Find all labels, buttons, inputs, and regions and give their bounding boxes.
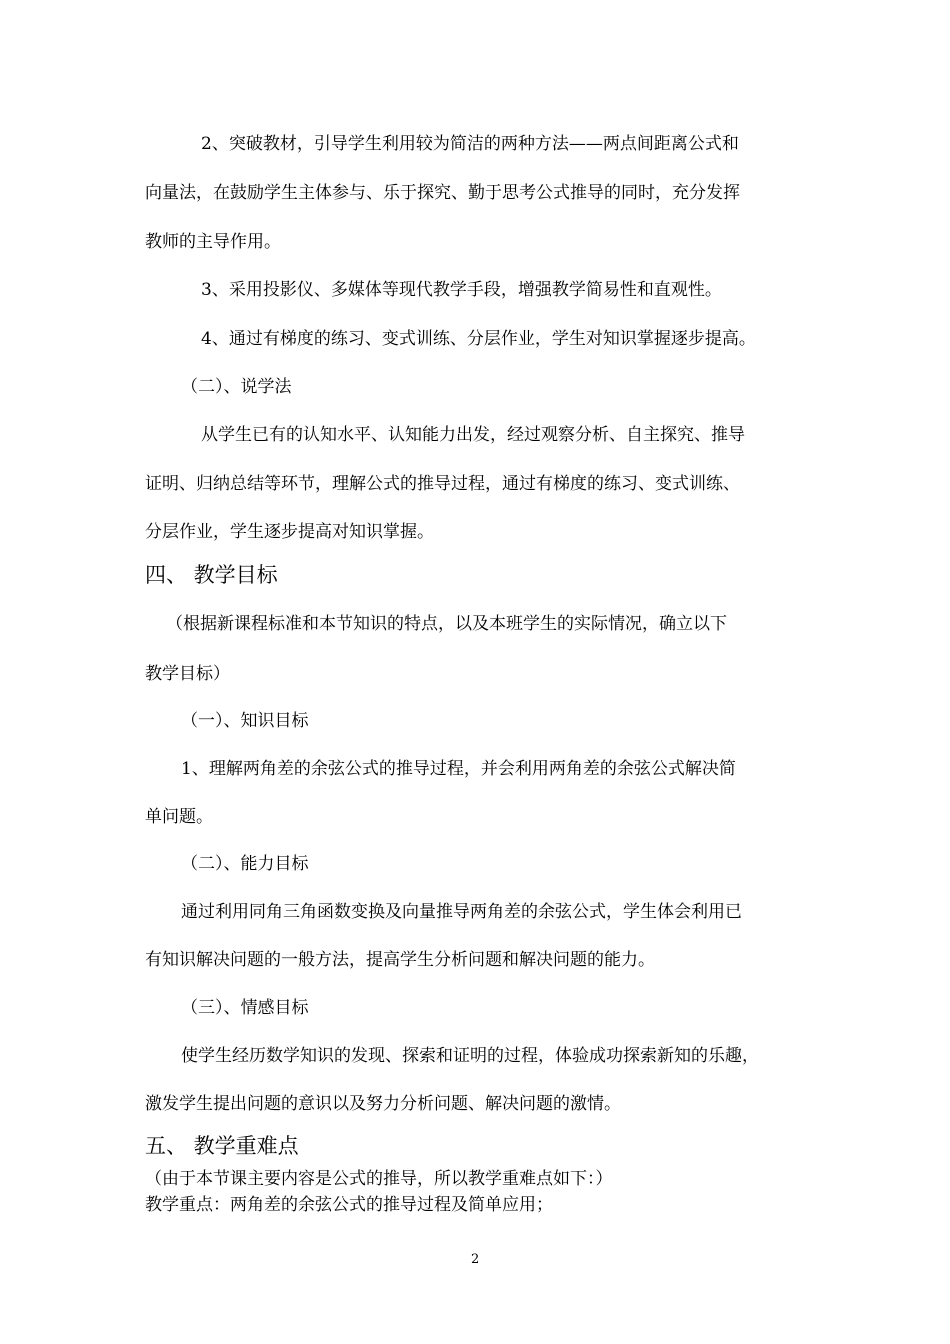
paragraph-text-line: 3、采用投影仪、多媒体等现代教学手段，增强教学简易性和直观性。 (201, 280, 722, 300)
paragraph-text-line: 2、突破教材，引导学生利用较为简洁的两种方法——两点间距离公式和 (201, 134, 739, 154)
paragraph-text-line: 教学重点：两角差的余弦公式的推导过程及简单应用； (145, 1195, 553, 1215)
paragraph-text-line: 单问题。 (145, 807, 213, 827)
paragraph-text-line: 从学生已有的认知水平、认知能力出发，经过观察分析、自主探究、推导 (201, 425, 745, 445)
subsection-heading: （三）、情感目标 (181, 998, 309, 1018)
subsection-heading: （一）、知识目标 (181, 711, 309, 731)
paragraph-text-line: 有知识解决问题的一般方法，提高学生分析问题和解决问题的能力。 (145, 950, 655, 970)
paragraph-text-line: 证明、归纳总结等环节，理解公式的推导过程，通过有梯度的练习、变式训练、 (145, 474, 740, 494)
paragraph-text-line: 4、通过有梯度的练习、变式训练、分层作业，学生对知识掌握逐步提高。 (201, 329, 756, 349)
section-heading: 五、 教学重难点 (145, 1134, 299, 1158)
paragraph-text-line: 1、理解两角差的余弦公式的推导过程，并会利用两角差的余弦公式解决简 (181, 759, 736, 779)
subsection-heading: （二）、说学法 (181, 377, 292, 397)
paragraph-text-line: 使学生经历数学知识的发现、探索和证明的过程，体验成功探索新知的乐趣， (181, 1046, 759, 1066)
paragraph-text-line: 通过利用同角三角函数变换及向量推导两角差的余弦公式，学生体会利用已 (181, 902, 742, 922)
paragraph-text-line: （根据新课程标准和本节知识的特点，以及本班学生的实际情况，确立以下 (166, 614, 727, 634)
subsection-heading: （二）、能力目标 (181, 854, 309, 874)
paragraph-text-line: 教学目标） (145, 664, 230, 684)
section-heading: 四、 教学目标 (145, 563, 278, 587)
paragraph-text-line: 向量法，在鼓励学生主体参与、乐于探究、勤于思考公式推导的同时，充分发挥 (145, 183, 740, 203)
paragraph-text-line: 激发学生提出问题的意识以及努力分析问题、解决问题的激情。 (145, 1094, 621, 1114)
page-number: 2 (471, 1252, 480, 1267)
paragraph-text-line: 分层作业，学生逐步提高对知识掌握。 (145, 522, 434, 542)
paragraph-text-line: （由于本节课主要内容是公式的推导，所以教学重难点如下：） (145, 1169, 613, 1189)
paragraph-text-line: 教师的主导作用。 (145, 232, 281, 252)
